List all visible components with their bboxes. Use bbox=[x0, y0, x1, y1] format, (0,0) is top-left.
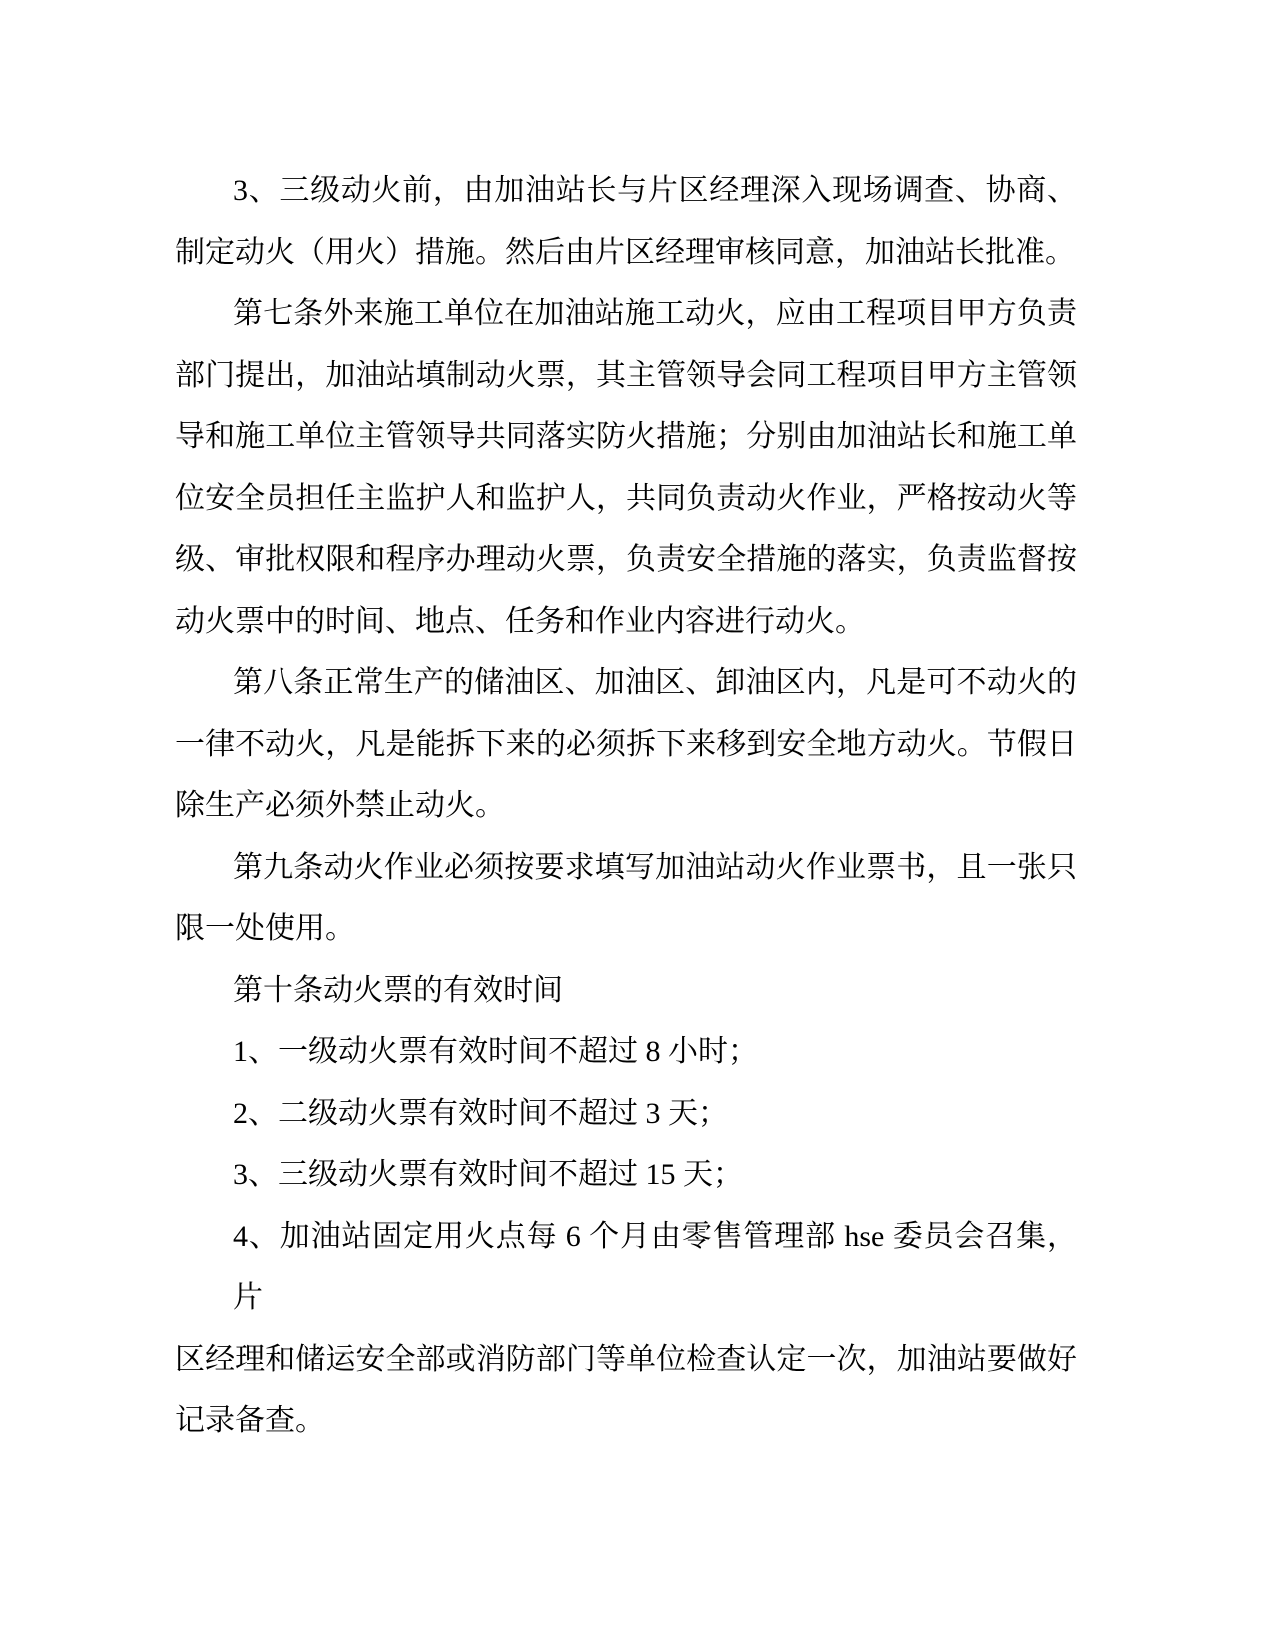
document-line: 导和施工单位主管领导共同落实防火措施；分别由加油站长和施工单 bbox=[175, 420, 1077, 453]
document-line: 第十条动火票的有效时间 bbox=[233, 973, 563, 1007]
document-line: 位安全员担任主监护人和监护人，共同负责动火作业，严格按动火等 bbox=[175, 481, 1077, 515]
document-line: 3、三级动火票有效时间不超过 15 天； bbox=[233, 1158, 743, 1191]
document-line: 区经理和储运安全部或消防部门等单位检查认定一次，加油站要做好 bbox=[175, 1342, 1077, 1376]
document-line: 2、二级动火票有效时间不超过 3 天； bbox=[233, 1096, 728, 1130]
document-line: 第七条外来施工单位在加油站施工动火，应由工程项目甲方负责 bbox=[233, 297, 1077, 330]
document-line: 3、三级动火前，由加油站长与片区经理深入现场调查、协商、 bbox=[233, 174, 1077, 207]
document-line: 第九条动火作业必须按要求填写加油站动火作业票书，且一张只 bbox=[233, 850, 1077, 884]
document-line: 第八条正常生产的储油区、加油区、卸油区内，凡是可不动火的 bbox=[233, 666, 1077, 699]
document-line: 一律不动火，凡是能拆下来的必须拆下来移到安全地方动火。节假日 bbox=[175, 727, 1077, 761]
document-line: 1、一级动火票有效时间不超过 8 小时； bbox=[233, 1035, 758, 1068]
document-line: 除生产必须外禁止动火。 bbox=[175, 789, 505, 822]
document-line: 4、加油站固定用火点每 6 个月由零售管理部 hse 委员会召集，片 bbox=[233, 1219, 1077, 1314]
document-line: 动火票中的时间、地点、任务和作业内容进行动火。 bbox=[175, 604, 865, 638]
document-line: 制定动火（用火）措施。然后由片区经理审核同意，加油站长批准。 bbox=[175, 235, 1075, 269]
document-line: 部门提出，加油站填制动火票，其主管领导会同工程项目甲方主管领 bbox=[175, 358, 1077, 392]
document-line: 限一处使用。 bbox=[175, 912, 355, 945]
document-body bbox=[175, 160, 1077, 1452]
document-line: 级、审批权限和程序办理动火票，负责安全措施的落实，负责监督按 bbox=[175, 543, 1077, 576]
document-line: 记录备查。 bbox=[175, 1404, 325, 1437]
